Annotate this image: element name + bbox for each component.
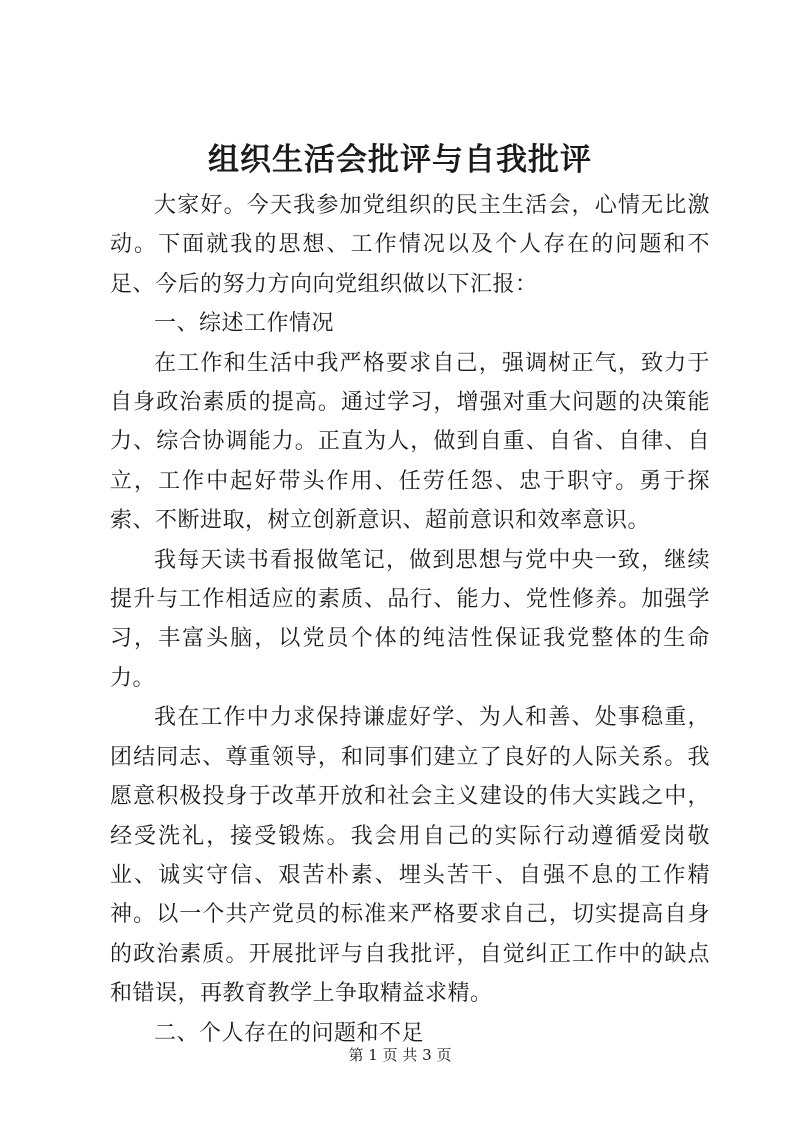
paragraph-study: 我每天读书看报做笔记，做到思想与党中央一致，继续提升与工作相适应的素质、品行、能力、党性修养。加强学习，丰富头脑，以党员个体的纯洁性保证我党整体的生命力。 xyxy=(110,547,710,691)
section-heading-problems: 二、个人存在的问题和不足 xyxy=(154,1020,425,1046)
page-number-footer: 第 1 页 共 3 页 xyxy=(348,1046,452,1064)
paragraph-greeting: 大家好。今天我参加党组织的民主生活会，心情无比激动。下面就我的思想、工作情况以及个人存在的问题和不足、今后的努力方向向党组织做以下汇报： xyxy=(110,193,710,297)
paragraph-work-attitude: 我在工作中力求保持谦虚好学、为人和善、处事稳重，团结同志、尊重领导，和同事们建立了良好的人际关系。我愿意积极投身于改革开放和社会主义建设的伟大实践之中，经受洗礼，接受锻炼。我会用自己的实际行动遵循爱岗敬业、诚实守信、艰苦朴素、埋头苦干、自强不息的工作精神。以一个共产党员的标准来严格要求自己，切实提高自身的政治素质。开展批评与自我批评，自觉纠正工作中的缺点和错误，再教育教学上争取精益求精。 xyxy=(110,705,710,1007)
paragraph-work-life: 在工作和生活中我严格要求自己，强调树正气，致力于自身政治素质的提高。通过学习，增强对重大问题的决策能力、综合协调能力。正直为人，做到自重、自省、自律、自立，工作中起好带头作用、任劳任怨、忠于职守。勇于探索、不断进取，树立创新意识、超前意识和效率意识。 xyxy=(110,350,710,534)
section-heading-work-overview: 一、综述工作情况 xyxy=(154,311,335,337)
document-title: 组织生活会批评与自我批评 xyxy=(208,142,592,178)
document-body xyxy=(110,186,710,1053)
